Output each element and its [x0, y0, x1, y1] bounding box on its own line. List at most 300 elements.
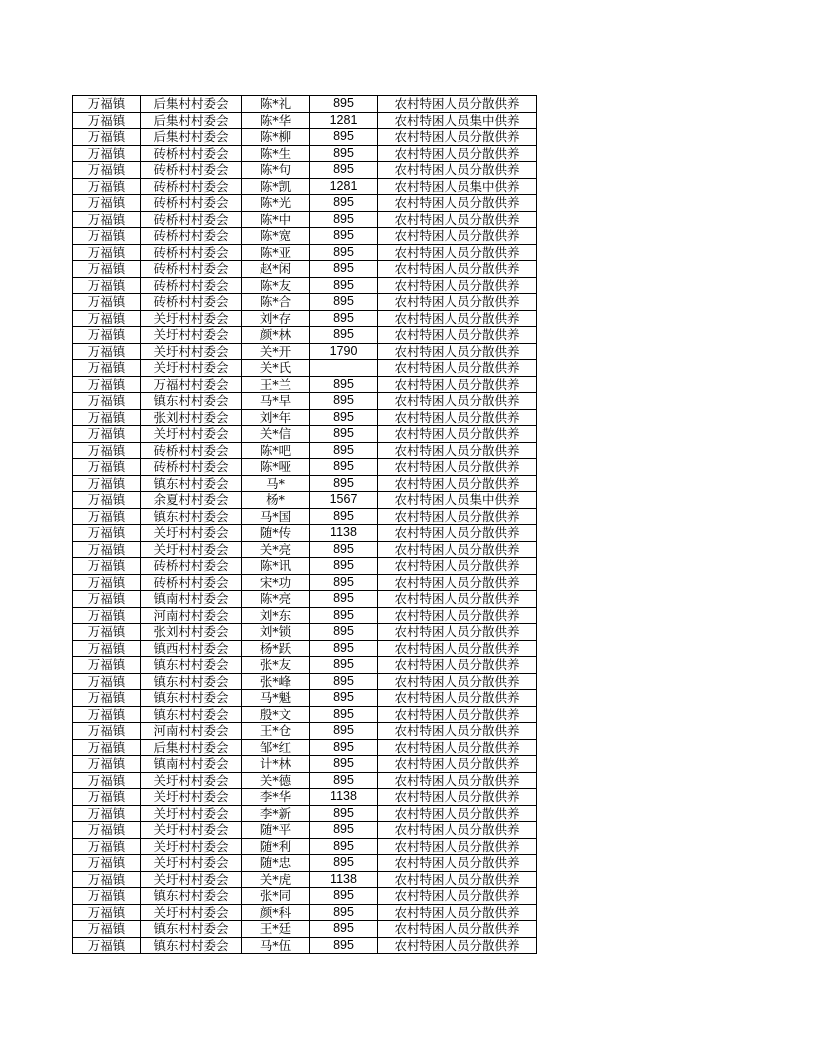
- table-row: [73, 921, 537, 938]
- table-row: [73, 475, 537, 492]
- cell-town: 万福镇: [73, 327, 141, 344]
- cell-village: 镇南村村委会: [141, 756, 242, 773]
- table-row: [73, 442, 537, 459]
- table-row: [73, 904, 537, 921]
- cell-village: 镇南村村委会: [141, 591, 242, 608]
- cell-town: 万福镇: [73, 310, 141, 327]
- cell-village: 关圩村村委会: [141, 822, 242, 839]
- cell-town: 万福镇: [73, 855, 141, 872]
- cell-town: 万福镇: [73, 888, 141, 905]
- table-row: [73, 277, 537, 294]
- table-row: [73, 376, 537, 393]
- cell-village: 镇东村村委会: [141, 508, 242, 525]
- cell-support-type: 农村特困人员分散供养: [378, 96, 537, 113]
- table-row: [73, 640, 537, 657]
- cell-amount: 895: [310, 409, 378, 426]
- cell-name: 马*早: [242, 393, 310, 410]
- cell-support-type: 农村特困人员分散供养: [378, 838, 537, 855]
- cell-name: 刘*锁: [242, 624, 310, 641]
- cell-name: 陈*讯: [242, 558, 310, 575]
- cell-village: 砖桥村村委会: [141, 558, 242, 575]
- table-row: [73, 129, 537, 146]
- cell-name: 关*开: [242, 343, 310, 360]
- cell-support-type: 农村特困人员分散供养: [378, 607, 537, 624]
- cell-town: 万福镇: [73, 409, 141, 426]
- cell-amount: 895: [310, 294, 378, 311]
- cell-town: 万福镇: [73, 690, 141, 707]
- cell-town: 万福镇: [73, 294, 141, 311]
- cell-support-type: 农村特困人员分散供养: [378, 228, 537, 245]
- cell-name: 刘*存: [242, 310, 310, 327]
- cell-amount: 895: [310, 261, 378, 278]
- cell-name: 计*林: [242, 756, 310, 773]
- cell-support-type: 农村特困人员分散供养: [378, 162, 537, 179]
- cell-amount: 895: [310, 459, 378, 476]
- cell-amount: 895: [310, 327, 378, 344]
- cell-amount: 895: [310, 129, 378, 146]
- cell-amount: 895: [310, 921, 378, 938]
- cell-town: 万福镇: [73, 822, 141, 839]
- cell-village: 关圩村村委会: [141, 871, 242, 888]
- table-row: [73, 838, 537, 855]
- cell-name: 关*亮: [242, 541, 310, 558]
- cell-town: 万福镇: [73, 162, 141, 179]
- cell-amount: 895: [310, 855, 378, 872]
- table-row: [73, 558, 537, 575]
- table-row: [73, 756, 537, 773]
- cell-name: 随*平: [242, 822, 310, 839]
- table-row: [73, 162, 537, 179]
- cell-amount: 1281: [310, 178, 378, 195]
- cell-village: 镇东村村委会: [141, 706, 242, 723]
- cell-name: 陈*亮: [242, 591, 310, 608]
- cell-village: 镇东村村委会: [141, 921, 242, 938]
- cell-name: 关*德: [242, 772, 310, 789]
- cell-village: 镇西村村委会: [141, 640, 242, 657]
- cell-town: 万福镇: [73, 442, 141, 459]
- relief-roster-table: [72, 95, 537, 954]
- cell-village: 关圩村村委会: [141, 772, 242, 789]
- cell-village: 张刘村村委会: [141, 409, 242, 426]
- cell-town: 万福镇: [73, 178, 141, 195]
- cell-name: 颜*科: [242, 904, 310, 921]
- cell-village: 后集村村委会: [141, 96, 242, 113]
- cell-support-type: 农村特困人员分散供养: [378, 327, 537, 344]
- cell-amount: 895: [310, 673, 378, 690]
- cell-village: 砖桥村村委会: [141, 195, 242, 212]
- cell-support-type: 农村特困人员分散供养: [378, 805, 537, 822]
- cell-name: 王*仓: [242, 723, 310, 740]
- table-row: [73, 871, 537, 888]
- cell-support-type: 农村特困人员分散供养: [378, 690, 537, 707]
- cell-support-type: 农村特困人员分散供养: [378, 145, 537, 162]
- table-row: [73, 112, 537, 129]
- cell-village: 砖桥村村委会: [141, 228, 242, 245]
- cell-village: 砖桥村村委会: [141, 442, 242, 459]
- cell-support-type: 农村特困人员分散供养: [378, 459, 537, 476]
- table-row: [73, 525, 537, 542]
- cell-support-type: 农村特困人员分散供养: [378, 541, 537, 558]
- cell-name: 张*友: [242, 657, 310, 674]
- cell-village: 砖桥村村委会: [141, 162, 242, 179]
- cell-amount: 895: [310, 310, 378, 327]
- cell-village: 关圩村村委会: [141, 541, 242, 558]
- cell-town: 万福镇: [73, 739, 141, 756]
- cell-name: 王*廷: [242, 921, 310, 938]
- cell-town: 万福镇: [73, 211, 141, 228]
- cell-village: 镇东村村委会: [141, 690, 242, 707]
- cell-support-type: 农村特困人员分散供养: [378, 195, 537, 212]
- cell-town: 万福镇: [73, 706, 141, 723]
- cell-name: 宋*功: [242, 574, 310, 591]
- cell-village: 镇东村村委会: [141, 393, 242, 410]
- cell-name: 随*忠: [242, 855, 310, 872]
- cell-name: 陈*友: [242, 277, 310, 294]
- cell-town: 万福镇: [73, 657, 141, 674]
- cell-name: 陈*光: [242, 195, 310, 212]
- table-row: [73, 855, 537, 872]
- table-row: [73, 211, 537, 228]
- cell-support-type: 农村特困人员分散供养: [378, 888, 537, 905]
- table-row: [73, 145, 537, 162]
- cell-town: 万福镇: [73, 756, 141, 773]
- cell-support-type: 农村特困人员分散供养: [378, 426, 537, 443]
- cell-amount: 1281: [310, 112, 378, 129]
- cell-town: 万福镇: [73, 805, 141, 822]
- cell-town: 万福镇: [73, 541, 141, 558]
- cell-village: 砖桥村村委会: [141, 244, 242, 261]
- cell-amount: 895: [310, 376, 378, 393]
- table-row: [73, 888, 537, 905]
- cell-support-type: 农村特困人员分散供养: [378, 393, 537, 410]
- cell-amount: 895: [310, 508, 378, 525]
- cell-support-type: 农村特困人员分散供养: [378, 129, 537, 146]
- cell-village: 张刘村村委会: [141, 624, 242, 641]
- cell-village: 关圩村村委会: [141, 360, 242, 377]
- cell-amount: 895: [310, 162, 378, 179]
- table-row: [73, 772, 537, 789]
- cell-amount: 895: [310, 640, 378, 657]
- cell-amount: 895: [310, 426, 378, 443]
- cell-support-type: 农村特困人员分散供养: [378, 591, 537, 608]
- cell-support-type: 农村特困人员分散供养: [378, 508, 537, 525]
- cell-amount: 1138: [310, 789, 378, 806]
- cell-support-type: 农村特困人员分散供养: [378, 904, 537, 921]
- cell-amount: 895: [310, 558, 378, 575]
- cell-town: 万福镇: [73, 525, 141, 542]
- cell-name: 陈*合: [242, 294, 310, 311]
- cell-name: 刘*年: [242, 409, 310, 426]
- cell-amount: 895: [310, 772, 378, 789]
- cell-village: 镇东村村委会: [141, 888, 242, 905]
- cell-support-type: 农村特困人员分散供养: [378, 822, 537, 839]
- cell-village: 关圩村村委会: [141, 904, 242, 921]
- cell-village: 万福村村委会: [141, 376, 242, 393]
- cell-town: 万福镇: [73, 673, 141, 690]
- cell-village: 关圩村村委会: [141, 838, 242, 855]
- cell-village: 关圩村村委会: [141, 426, 242, 443]
- cell-support-type: 农村特困人员集中供养: [378, 112, 537, 129]
- cell-amount: 895: [310, 739, 378, 756]
- cell-name: 陈*句: [242, 162, 310, 179]
- cell-support-type: 农村特困人员分散供养: [378, 277, 537, 294]
- cell-support-type: 农村特困人员分散供养: [378, 921, 537, 938]
- cell-name: 颜*林: [242, 327, 310, 344]
- cell-town: 万福镇: [73, 591, 141, 608]
- cell-amount: 895: [310, 657, 378, 674]
- cell-village: 关圩村村委会: [141, 805, 242, 822]
- cell-amount: 895: [310, 277, 378, 294]
- cell-amount: 895: [310, 442, 378, 459]
- cell-village: 关圩村村委会: [141, 855, 242, 872]
- cell-town: 万福镇: [73, 723, 141, 740]
- cell-name: 陈*宽: [242, 228, 310, 245]
- roster-table-body: [73, 96, 537, 954]
- cell-village: 后集村村委会: [141, 112, 242, 129]
- cell-amount: 895: [310, 541, 378, 558]
- table-row: [73, 574, 537, 591]
- table-row: [73, 426, 537, 443]
- cell-village: 后集村村委会: [141, 739, 242, 756]
- table-row: [73, 673, 537, 690]
- table-row: [73, 343, 537, 360]
- cell-amount: 895: [310, 211, 378, 228]
- cell-amount: 895: [310, 607, 378, 624]
- cell-village: 砖桥村村委会: [141, 459, 242, 476]
- cell-amount: 1138: [310, 871, 378, 888]
- cell-town: 万福镇: [73, 393, 141, 410]
- cell-support-type: 农村特困人员集中供养: [378, 492, 537, 509]
- cell-name: 杨*跃: [242, 640, 310, 657]
- cell-amount: 895: [310, 805, 378, 822]
- cell-name: 陈*华: [242, 112, 310, 129]
- cell-amount: 895: [310, 937, 378, 954]
- cell-town: 万福镇: [73, 360, 141, 377]
- cell-amount: 1790: [310, 343, 378, 360]
- cell-town: 万福镇: [73, 195, 141, 212]
- cell-town: 万福镇: [73, 789, 141, 806]
- table-row: [73, 805, 537, 822]
- table-row: [73, 459, 537, 476]
- cell-village: 关圩村村委会: [141, 789, 242, 806]
- cell-name: 陈*凯: [242, 178, 310, 195]
- table-row: [73, 607, 537, 624]
- cell-name: 陈*生: [242, 145, 310, 162]
- cell-name: 随*利: [242, 838, 310, 855]
- cell-name: 杨*: [242, 492, 310, 509]
- cell-town: 万福镇: [73, 145, 141, 162]
- cell-village: 砖桥村村委会: [141, 294, 242, 311]
- cell-amount: [310, 360, 378, 377]
- table-row: [73, 657, 537, 674]
- cell-town: 万福镇: [73, 343, 141, 360]
- cell-village: 镇东村村委会: [141, 657, 242, 674]
- cell-village: 砖桥村村委会: [141, 574, 242, 591]
- cell-amount: 895: [310, 475, 378, 492]
- table-row: [73, 706, 537, 723]
- cell-support-type: 农村特困人员分散供养: [378, 855, 537, 872]
- cell-amount: 1567: [310, 492, 378, 509]
- cell-name: 李*华: [242, 789, 310, 806]
- cell-support-type: 农村特困人员分散供养: [378, 937, 537, 954]
- table-row: [73, 492, 537, 509]
- cell-name: 马*: [242, 475, 310, 492]
- cell-support-type: 农村特困人员分散供养: [378, 640, 537, 657]
- cell-support-type: 农村特困人员分散供养: [378, 756, 537, 773]
- cell-name: 陈*哑: [242, 459, 310, 476]
- cell-town: 万福镇: [73, 607, 141, 624]
- table-row: [73, 690, 537, 707]
- cell-support-type: 农村特困人员分散供养: [378, 706, 537, 723]
- table-row: [73, 739, 537, 756]
- cell-amount: 895: [310, 574, 378, 591]
- table-row: [73, 195, 537, 212]
- cell-name: 马*国: [242, 508, 310, 525]
- table-row: [73, 937, 537, 954]
- cell-town: 万福镇: [73, 475, 141, 492]
- cell-amount: 895: [310, 591, 378, 608]
- cell-town: 万福镇: [73, 772, 141, 789]
- cell-name: 陈*吧: [242, 442, 310, 459]
- cell-name: 殷*文: [242, 706, 310, 723]
- table-row: [73, 591, 537, 608]
- cell-village: 砖桥村村委会: [141, 211, 242, 228]
- cell-support-type: 农村特困人员分散供养: [378, 475, 537, 492]
- cell-support-type: 农村特困人员集中供养: [378, 178, 537, 195]
- cell-name: 关*信: [242, 426, 310, 443]
- cell-village: 镇东村村委会: [141, 673, 242, 690]
- table-row: [73, 261, 537, 278]
- cell-support-type: 农村特困人员分散供养: [378, 525, 537, 542]
- cell-town: 万福镇: [73, 508, 141, 525]
- cell-name: 邹*红: [242, 739, 310, 756]
- cell-town: 万福镇: [73, 244, 141, 261]
- cell-amount: 895: [310, 756, 378, 773]
- cell-name: 张*同: [242, 888, 310, 905]
- cell-support-type: 农村特困人员分散供养: [378, 624, 537, 641]
- cell-village: 砖桥村村委会: [141, 261, 242, 278]
- table-row: [73, 508, 537, 525]
- cell-name: 陈*礼: [242, 96, 310, 113]
- cell-amount: 895: [310, 145, 378, 162]
- cell-support-type: 农村特困人员分散供养: [378, 739, 537, 756]
- table-row: [73, 310, 537, 327]
- cell-name: 马*伍: [242, 937, 310, 954]
- cell-support-type: 农村特困人员分散供养: [378, 343, 537, 360]
- cell-village: 砖桥村村委会: [141, 277, 242, 294]
- cell-town: 万福镇: [73, 838, 141, 855]
- table-row: [73, 541, 537, 558]
- cell-town: 万福镇: [73, 492, 141, 509]
- table-row: [73, 624, 537, 641]
- cell-support-type: 农村特困人员分散供养: [378, 310, 537, 327]
- cell-support-type: 农村特困人员分散供养: [378, 789, 537, 806]
- cell-amount: 895: [310, 624, 378, 641]
- cell-name: 马*魁: [242, 690, 310, 707]
- cell-name: 李*新: [242, 805, 310, 822]
- cell-town: 万福镇: [73, 261, 141, 278]
- cell-town: 万福镇: [73, 228, 141, 245]
- cell-village: 后集村村委会: [141, 129, 242, 146]
- cell-town: 万福镇: [73, 937, 141, 954]
- table-row: [73, 393, 537, 410]
- table-row: [73, 244, 537, 261]
- cell-village: 关圩村村委会: [141, 343, 242, 360]
- cell-amount: 1138: [310, 525, 378, 542]
- cell-name: 赵*闲: [242, 261, 310, 278]
- cell-support-type: 农村特困人员分散供养: [378, 409, 537, 426]
- cell-name: 关*虎: [242, 871, 310, 888]
- cell-village: 关圩村村委会: [141, 525, 242, 542]
- cell-town: 万福镇: [73, 96, 141, 113]
- cell-village: 砖桥村村委会: [141, 145, 242, 162]
- cell-town: 万福镇: [73, 640, 141, 657]
- cell-town: 万福镇: [73, 871, 141, 888]
- cell-town: 万福镇: [73, 904, 141, 921]
- cell-village: 关圩村村委会: [141, 310, 242, 327]
- cell-village: 镇东村村委会: [141, 937, 242, 954]
- cell-support-type: 农村特困人员分散供养: [378, 294, 537, 311]
- cell-support-type: 农村特困人员分散供养: [378, 673, 537, 690]
- cell-name: 随*传: [242, 525, 310, 542]
- cell-amount: 895: [310, 690, 378, 707]
- cell-support-type: 农村特困人员分散供养: [378, 211, 537, 228]
- cell-support-type: 农村特困人员分散供养: [378, 772, 537, 789]
- cell-amount: 895: [310, 838, 378, 855]
- cell-town: 万福镇: [73, 921, 141, 938]
- cell-town: 万福镇: [73, 426, 141, 443]
- cell-village: 镇东村村委会: [141, 475, 242, 492]
- cell-town: 万福镇: [73, 624, 141, 641]
- cell-amount: 895: [310, 822, 378, 839]
- cell-support-type: 农村特困人员分散供养: [378, 723, 537, 740]
- cell-amount: 895: [310, 888, 378, 905]
- cell-name: 王*兰: [242, 376, 310, 393]
- cell-amount: 895: [310, 228, 378, 245]
- cell-amount: 895: [310, 96, 378, 113]
- table-row: [73, 822, 537, 839]
- cell-town: 万福镇: [73, 459, 141, 476]
- cell-village: 河南村村委会: [141, 607, 242, 624]
- cell-name: 关*氏: [242, 360, 310, 377]
- cell-village: 河南村村委会: [141, 723, 242, 740]
- table-row: [73, 360, 537, 377]
- cell-amount: 895: [310, 393, 378, 410]
- table-row: [73, 96, 537, 113]
- cell-name: 陈*亚: [242, 244, 310, 261]
- cell-support-type: 农村特困人员分散供养: [378, 442, 537, 459]
- cell-support-type: 农村特困人员分散供养: [378, 574, 537, 591]
- cell-support-type: 农村特困人员分散供养: [378, 871, 537, 888]
- cell-name: 陈*中: [242, 211, 310, 228]
- cell-village: 关圩村村委会: [141, 327, 242, 344]
- cell-amount: 895: [310, 723, 378, 740]
- cell-support-type: 农村特困人员分散供养: [378, 558, 537, 575]
- cell-support-type: 农村特困人员分散供养: [378, 360, 537, 377]
- cell-town: 万福镇: [73, 129, 141, 146]
- table-row: [73, 178, 537, 195]
- cell-support-type: 农村特困人员分散供养: [378, 376, 537, 393]
- cell-support-type: 农村特困人员分散供养: [378, 261, 537, 278]
- cell-town: 万福镇: [73, 574, 141, 591]
- cell-support-type: 农村特困人员分散供养: [378, 244, 537, 261]
- cell-amount: 895: [310, 195, 378, 212]
- cell-town: 万福镇: [73, 376, 141, 393]
- cell-name: 陈*柳: [242, 129, 310, 146]
- cell-name: 张*峰: [242, 673, 310, 690]
- cell-town: 万福镇: [73, 112, 141, 129]
- table-row: [73, 789, 537, 806]
